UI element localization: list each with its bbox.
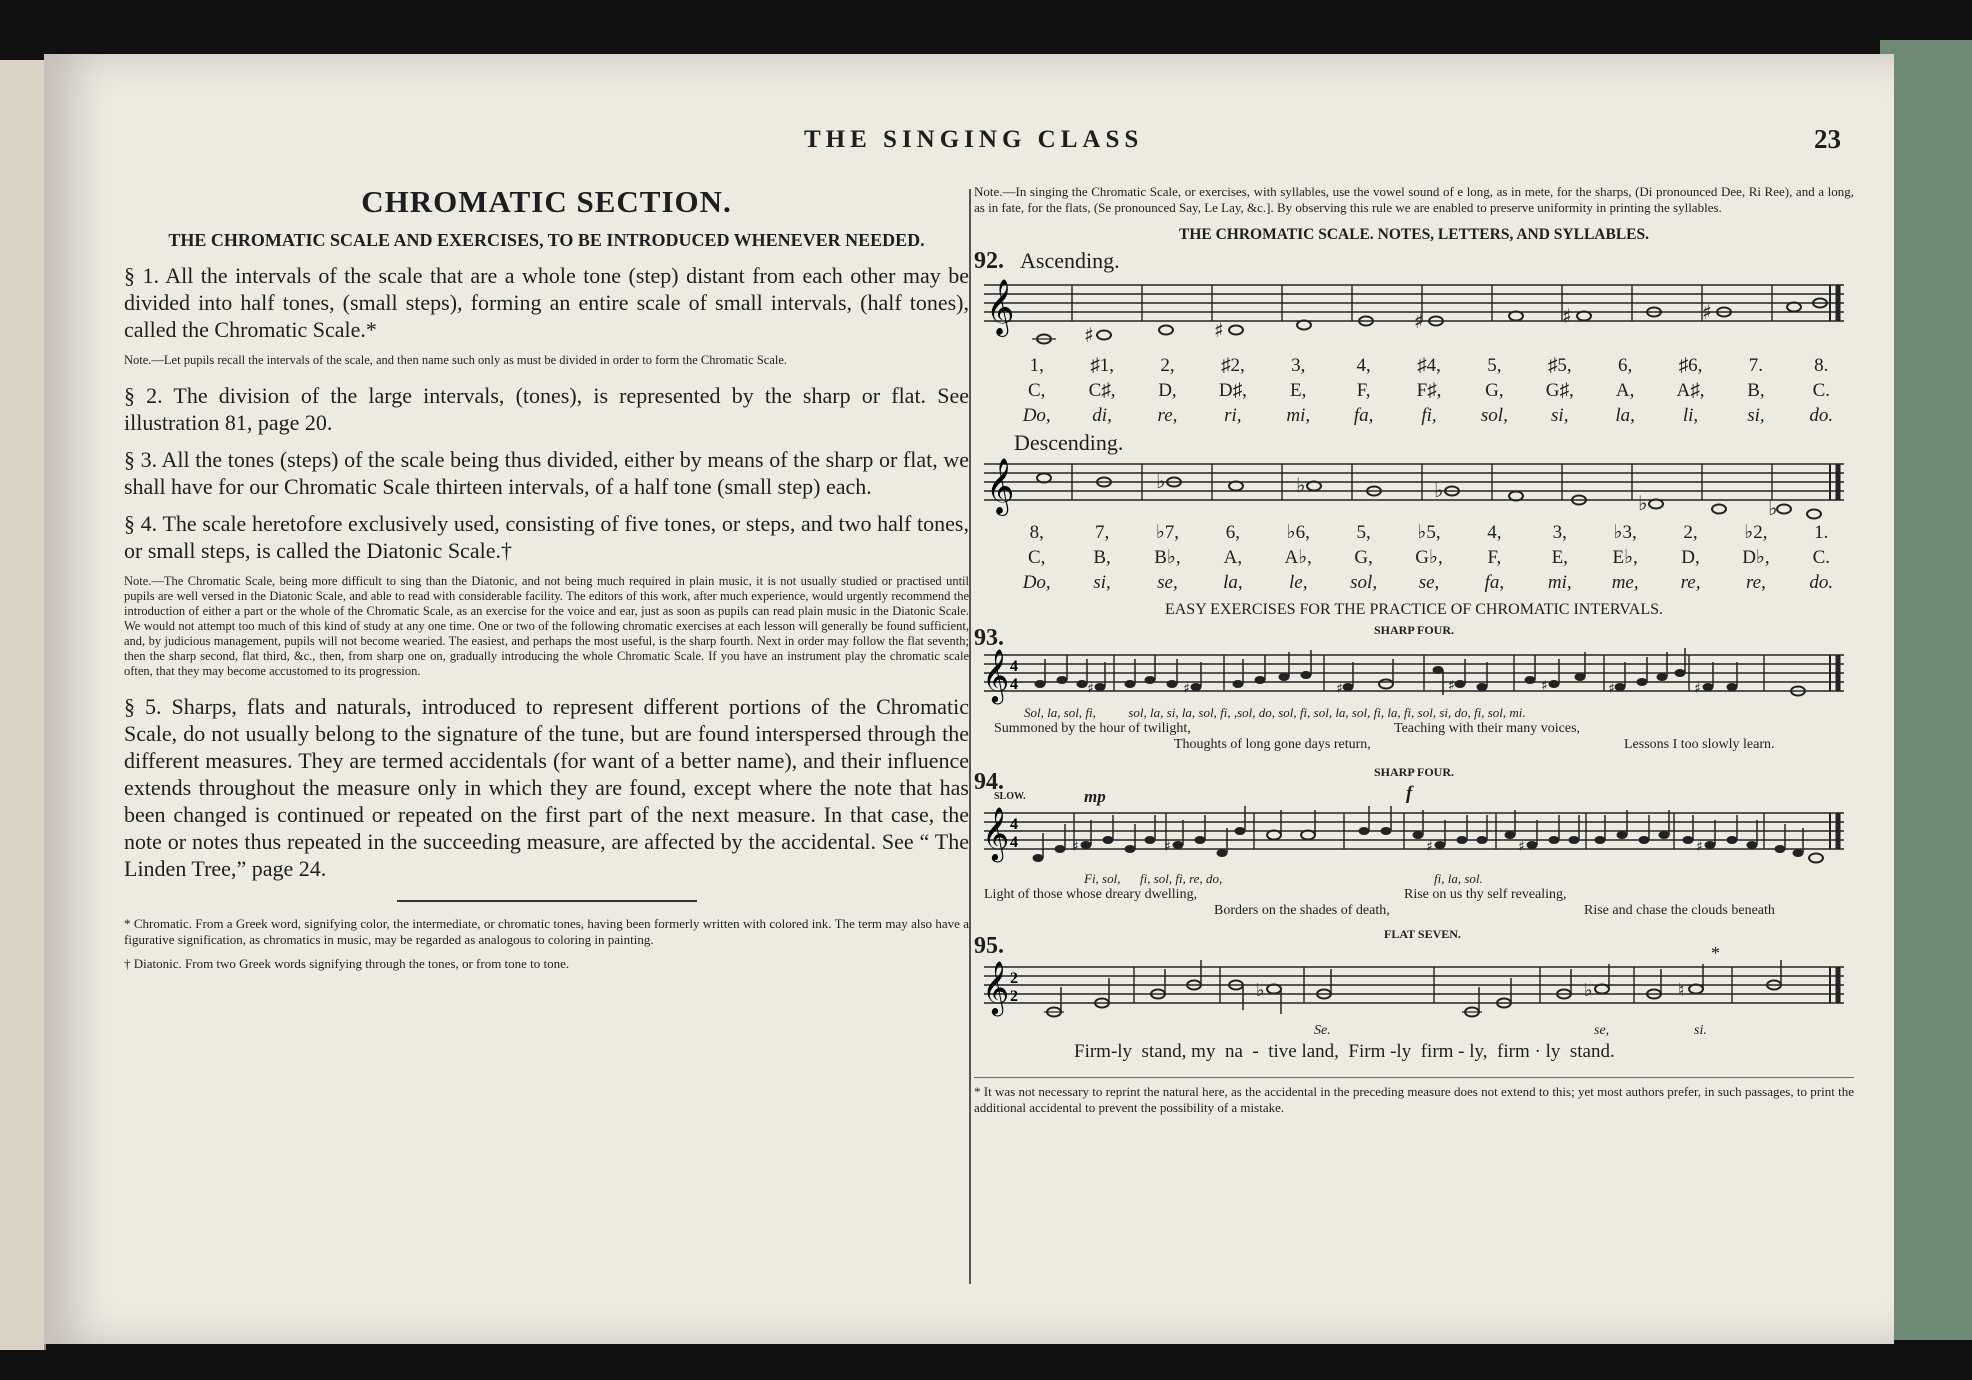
svg-text:♭: ♭ [1584, 980, 1593, 1001]
paragraph-4: § 4. The scale heretofore exclusively used, consisting of five tones, or steps, and two half tones, or small steps, is called the Diatonic Scale.† [124, 511, 969, 563]
ascending-staff [974, 275, 1854, 353]
svg-text:4: 4 [1010, 834, 1018, 851]
section-heading: CHROMATIC SECTION. [361, 184, 732, 219]
ascending-syllables: Do, di, re, ri, mi, fa, fi, sol, si, la, li, si, do. [1022, 405, 1834, 426]
svg-text:♯: ♯ [1414, 309, 1424, 333]
exercise-number-92: 92. [974, 248, 1004, 274]
exercise-93-lyrics: Summoned by the hour of twilight, Teaching with their many voices, Thoughts of long gone days return, Lessons I too slowly learn. [994, 721, 1775, 752]
running-header: THE SINGING CLASS [804, 126, 1144, 153]
section-subheading: THE CHROMATIC SCALE AND EXERCISES, TO BE INTRODUCED WHENEVER NEEDED. [168, 230, 925, 250]
svg-text:♯: ♯ [1448, 678, 1455, 694]
treble-clef-icon: 𝄞 [982, 648, 1010, 702]
asterisk-mark: * [1711, 943, 1720, 963]
exercise-95-label: FLAT SEVEN. [1384, 927, 1461, 941]
exercise-94-label: SHARP FOUR. [1374, 765, 1455, 779]
exercise-94-staff [974, 805, 1854, 871]
ascending-label: Ascending. [1020, 248, 1120, 273]
svg-text:♯: ♯ [1084, 323, 1094, 347]
svg-text:♯: ♯ [1608, 681, 1615, 697]
svg-text:♯: ♯ [1426, 839, 1433, 855]
svg-text:♯: ♯ [1541, 678, 1548, 694]
treble-clef-icon: 𝄞 [986, 279, 1015, 335]
svg-text:♭: ♭ [1156, 469, 1166, 493]
exercise-95-staff [974, 959, 1854, 1023]
svg-text:♯: ♯ [1336, 681, 1343, 697]
svg-text:♯: ♯ [1214, 318, 1224, 342]
svg-text:♯: ♯ [1183, 681, 1190, 697]
svg-text:♯: ♯ [1696, 839, 1703, 855]
descending-numbers: 8, 7, ♭7, 6, ♭6, 5, ♭5, 4, 3, ♭3, 2, ♭2, 1. [1029, 522, 1829, 543]
exercise-95-syllables: Se. se, si. [1314, 1023, 1707, 1038]
svg-text:4: 4 [1010, 676, 1018, 693]
paragraph-1: § 1. All the intervals of the scale that are a whole tone (step) distant from each other may be divided into half tones, (small steps), forming an entire scale of small intervals, (half tones), called the Chromatic Scale.* [124, 263, 969, 342]
descending-syllables: Do, si, se, la, le, sol, se, fa, mi, me, re, re, do. [1022, 572, 1834, 593]
svg-text:♯: ♯ [1694, 681, 1701, 697]
time-signature: 4 [1010, 816, 1018, 833]
descending-staff [974, 456, 1854, 520]
left-column [124, 184, 969, 980]
svg-text:♮: ♮ [1678, 980, 1685, 1001]
exercise-95-lyrics: Firm-ly stand, my na - tive land, Firm -ly firm - ly, firm · ly stand. [1074, 1041, 1615, 1062]
svg-text:♯: ♯ [1087, 681, 1094, 697]
time-signature: 4 [1010, 658, 1018, 675]
left-page-edge [0, 60, 46, 1350]
svg-text:♯: ♯ [1072, 839, 1079, 855]
time-signature: 2 [1010, 970, 1018, 987]
syllable-note: Note.—In singing the Chromatic Scale, or exercises, with syllables, use the vowel sound of e long, as in mete, for the sharps, (Di pronounced Dee, Ri Ree), and a long, as in fate, for the flats, (Se pronounced Say, Le Lay, &c.]. By observing this rule we are enabled to preserve uniformity in printing the syllables. [974, 184, 1854, 215]
dynamic-mp: mp [1084, 787, 1106, 806]
descending-letters: C, B, B♭, A, A♭, G, G♭, F, E, E♭, D, D♭, C. [1027, 547, 1831, 568]
footnote-rule-right [974, 1077, 1854, 1078]
svg-text:♭: ♭ [1256, 980, 1265, 1001]
right-column [974, 184, 1854, 1126]
ascending-letters: C, C♯, D, D♯, E, F, F♯, G, G♯, A, A♯, B, C. [1027, 380, 1831, 401]
exercise-94-syllables: Fi, sol, fi, sol, fi, re, do, fi, la, sol. [1084, 871, 1483, 886]
tempo-marking: SLOW. [994, 791, 1026, 802]
footnote-diatonic: † Diatonic. From two Greek words signifying through the tones, or from tone to tone. [124, 956, 570, 971]
paragraph-3: § 3. All the tones (steps) of the scale being thus divided, either by means of the sharp or flat, we shall have for our Chromatic Scale thirteen intervals, of a half tone (small step) each. [124, 447, 969, 499]
descending-label: Descending. [1014, 430, 1124, 455]
note-1: Note.—Let pupils recall the intervals of the scale, and then name such only as must be divided in order to form the Chromatic Scale. [124, 353, 788, 367]
svg-text:♯: ♯ [1164, 839, 1171, 855]
column-divider [969, 189, 971, 1284]
svg-text:♯: ♯ [1702, 300, 1712, 324]
svg-text:♯: ♯ [1518, 839, 1525, 855]
page-number: 23 [1814, 124, 1841, 154]
svg-text:♭: ♭ [1434, 478, 1444, 502]
svg-text:♭: ♭ [1296, 473, 1306, 497]
ascending-numbers: 1, ♯1, 2, ♯2, 3, 4, ♯4, 5, ♯5, 6, ♯6, 7. 8. [1029, 355, 1829, 376]
paragraph-5: § 5. Sharps, flats and naturals, introduced to represent different portions of the Chromatic Scale, do not usually belong to the signature of the tune, but are found interspersed through the different measures. They are termed accidentals (for want of a better name), and their influence extends throughout the measure only in which they are found, except where the note that has been changed is continued or repeated on the first part of the next measure. In that case, the note or notes thus repeated in the succeeding measure, are affected by the accidental. See “ The Linden Tree,” page 24. [124, 694, 969, 881]
paragraph-2: § 2. The division of the large intervals, (tones), is represented by the sharp or flat. See illustration 81, page 20. [124, 383, 969, 435]
treble-clef-icon: 𝄞 [982, 806, 1010, 860]
footnote-chromatic: * Chromatic. From a Greek word, signifying color, the intermediate, or chromatic tones, having been formerly written with colored ink. The term may also have a figurative signification, as chromatics in music, may be regarded as analogous to coloring in painting. [124, 916, 969, 947]
exercises-title: EASY EXERCISES FOR THE PRACTICE OF CHROMATIC INTERVALS. [1164, 601, 1664, 618]
exercise-number-93: 93. [974, 625, 1004, 651]
svg-text:♯: ♯ [1562, 304, 1572, 328]
exercise-number-94: 94. [974, 769, 1004, 795]
svg-text:2: 2 [1010, 988, 1018, 1005]
dynamic-f: f [1406, 783, 1413, 804]
exercise-93-staff [974, 647, 1854, 705]
svg-text:♭: ♭ [1638, 491, 1648, 515]
note-2: Note.—The Chromatic Scale, being more difficult to sing than the Diatonic, and not being much required in plain music, it is not usually studied or practised until pupils are well versed in the Diatonic Scale, and able to read with considerable facility. The editors of this work, after much experience, would urgently recommend the introduction of either a part or the whole of the Chromatic Scale, as an exercise for the voice and ear, just as soon as pupils can read plain music in the Diatonic Scale. We would not attempt too much of this kind of study at any one time. One or two of the following chromatic exercises at each lesson will generally be found sufficient, and, by judicious management, pupils will not become wearied. The easiest, and perhaps the most useful, is the sharp fourth. Next in order may follow the flat seventh; then the sharp second, flat third, &c., then, from sharp one on, gradually introducing the whole Chromatic Scale. If you have an instrument play the chromatic scale often, that they may become accustomed to its progression. [124, 574, 969, 678]
treble-clef-icon: 𝄞 [986, 458, 1015, 514]
footnote-rule [397, 900, 697, 902]
svg-text:♭: ♭ [1768, 496, 1778, 520]
exercise-number-95: 95. [974, 933, 1004, 959]
exercise-94-lyrics: Light of those whose dreary dwelling, Rise on us thy self revealing, Borders on the shades of death, Rise and chase the clouds beneath [984, 887, 1775, 918]
chromatic-scale-title: THE CHROMATIC SCALE. NOTES, LETTERS, AND SYLLABLES. [1178, 226, 1649, 243]
treble-clef-icon: 𝄞 [982, 960, 1010, 1014]
exercise-93-label: SHARP FOUR. [1374, 623, 1455, 637]
footnote-natural: * It was not necessary to reprint the natural here, as the accidental in the preceding measure does not extend to this; yet most authors prefer, in such passages, to print the additional accidental to prevent the possibility of a mistake. [974, 1084, 1854, 1115]
page [44, 54, 1894, 1344]
exercise-93-syllables: Sol, la, sol, fi, sol, la, si, la, sol, fi, ,sol, do, sol, fi, sol, la, sol, fi, la, fi, sol, si, do, fi, sol, mi. [1024, 705, 1526, 720]
